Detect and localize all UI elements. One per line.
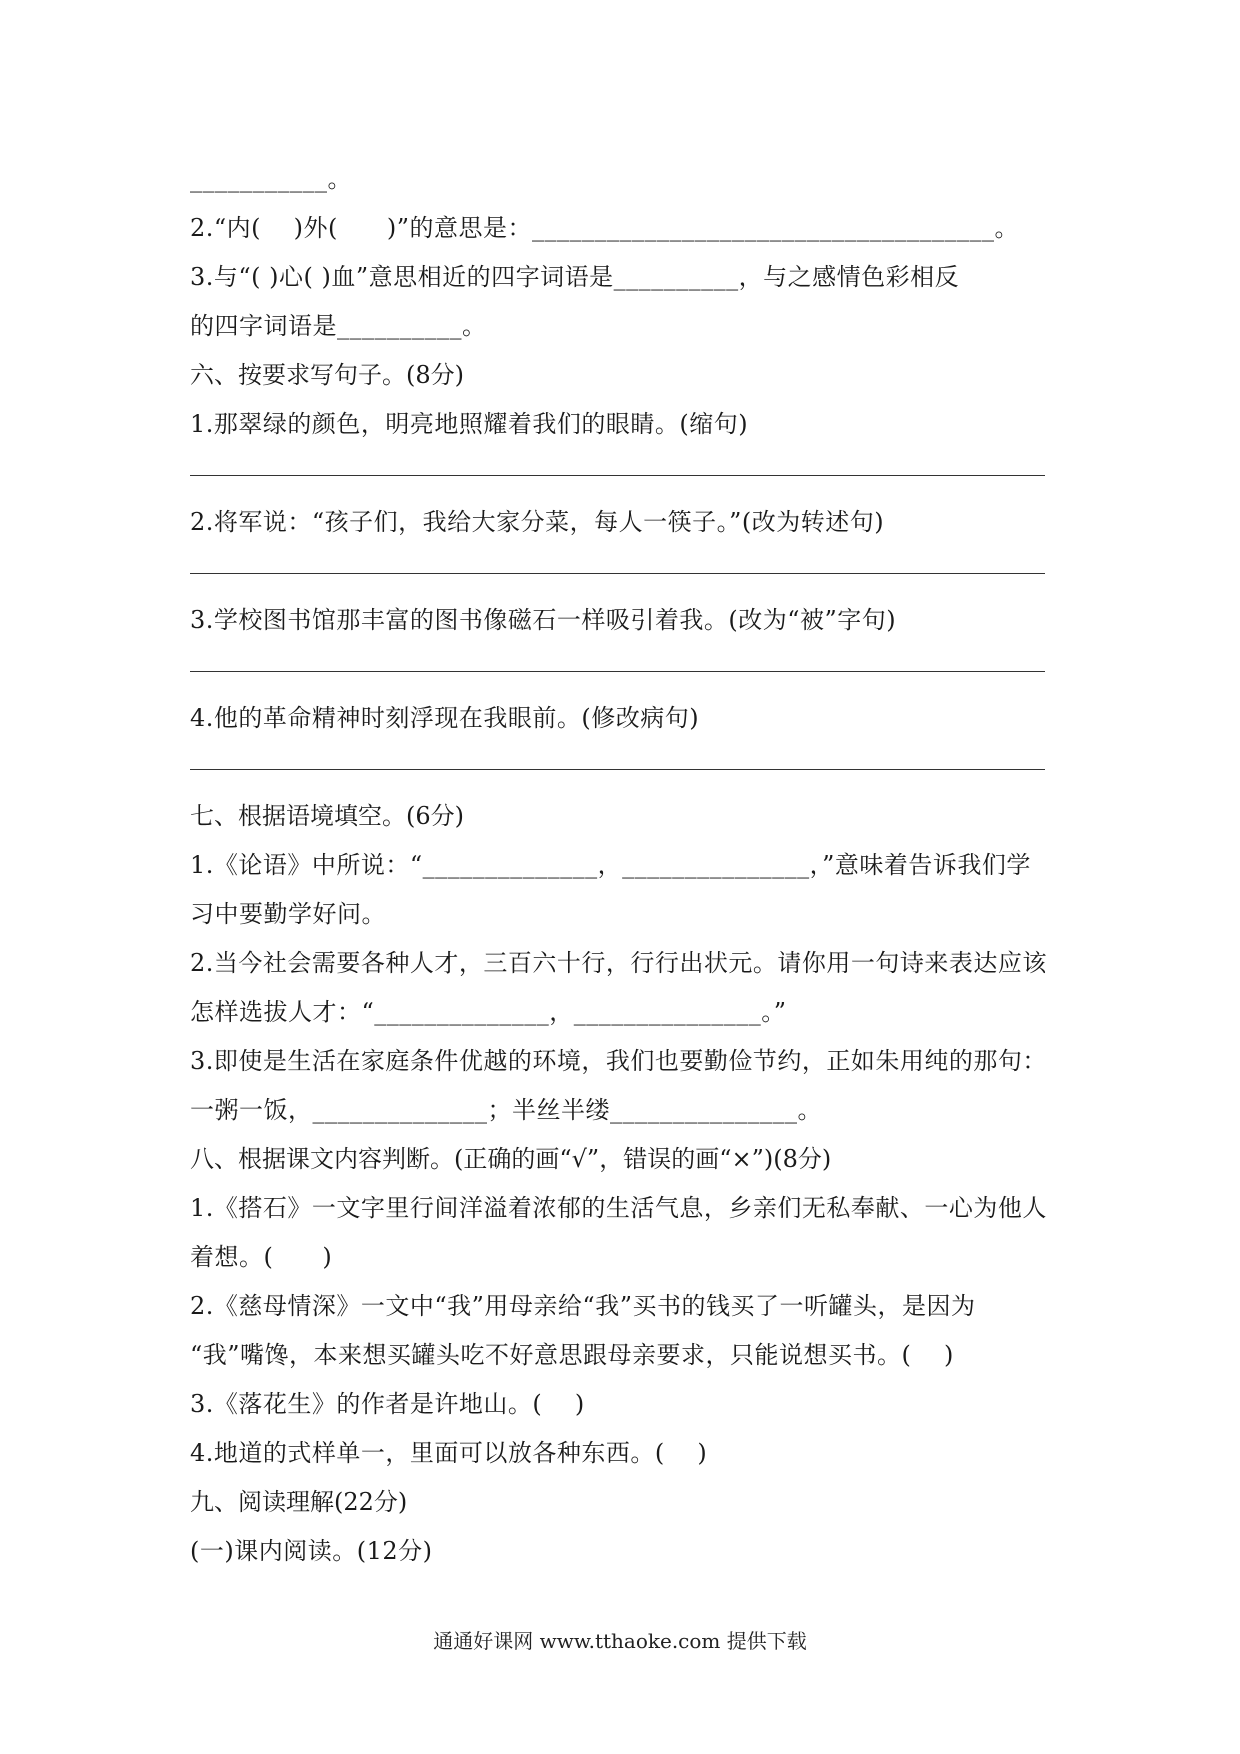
answer-line-6-4[interactable] xyxy=(190,743,1070,792)
section-9-heading: 九、阅读理解(22分) xyxy=(190,1488,408,1516)
question-8-1-cont: 着想。( ) xyxy=(190,1243,333,1271)
question-7-3-cont: 一粥一饭，______________；半丝半缕_______________。 xyxy=(190,1096,822,1124)
worksheet-page xyxy=(190,155,1070,1576)
question-7-1: 1.《论语》中所说：“______________，_______________，”意味着告诉我们学 xyxy=(190,851,1031,879)
question-5-2: 2.“内( )外( )”的意思是：_____________________________________。 xyxy=(190,214,1020,242)
answer-line-6-1[interactable] xyxy=(190,449,1070,498)
question-5-3: 3.与“( )心( )血”意思相近的四字词语是__________，与之感情色彩相反 xyxy=(190,263,960,291)
text-line: ___________。 xyxy=(190,165,352,193)
question-7-2: 2.当今社会需要各种人才，三百六十行，行行出状元。请你用一句诗来表达应该 xyxy=(190,949,1047,977)
section-6-heading: 六、按要求写句子。(8分) xyxy=(190,361,464,389)
question-6-3: 3.学校图书馆那丰富的图书像磁石一样吸引着我。(改为“被”字句) xyxy=(190,606,897,634)
question-6-2: 2.将军说：“孩子们，我给大家分菜，每人一筷子。”(改为转述句) xyxy=(190,508,885,536)
question-8-4: 4.地道的式样单一，里面可以放各种东西。( ) xyxy=(190,1439,708,1467)
subsection-9-1-heading: (一)课内阅读。(12分) xyxy=(190,1537,433,1565)
footer-credit: 通通好课网 www.tthaoke.com 提供下载 xyxy=(433,1629,807,1653)
answer-line-6-2[interactable] xyxy=(190,547,1070,596)
question-7-2-cont: 怎样选拔人才：“______________，_______________。” xyxy=(190,998,787,1026)
question-8-2-cont: “我”嘴馋，本来想买罐头吃不好意思跟母亲要求，只能说想买书。( ) xyxy=(190,1341,954,1369)
question-7-3: 3.即使是生活在家庭条件优越的环境，我们也要勤俭节约，正如朱用纯的那句： xyxy=(190,1047,1047,1075)
question-8-2: 2.《慈母情深》一文中“我”用母亲给“我”买书的钱买了一听罐头，是因为 xyxy=(190,1292,976,1320)
question-6-4: 4.他的革命精神时刻浮现在我眼前。(修改病句) xyxy=(190,704,700,732)
question-5-3-cont: 的四字词语是__________。 xyxy=(190,312,487,340)
question-8-1: 1.《搭石》一文字里行间洋溢着浓郁的生活气息，乡亲们无私奉献、一心为他人 xyxy=(190,1194,1047,1222)
section-8-heading: 八、根据课文内容判断。(正确的画“√”，错误的画“×”)(8分) xyxy=(190,1145,832,1173)
answer-line-6-3[interactable] xyxy=(190,645,1070,694)
question-8-3: 3.《落花生》的作者是许地山。( ) xyxy=(190,1390,585,1418)
question-6-1: 1.那翠绿的颜色，明亮地照耀着我们的眼睛。(缩句) xyxy=(190,410,749,438)
section-7-heading: 七、根据语境填空。(6分) xyxy=(190,802,464,830)
question-7-1-cont: 习中要勤学好问。 xyxy=(190,900,386,928)
